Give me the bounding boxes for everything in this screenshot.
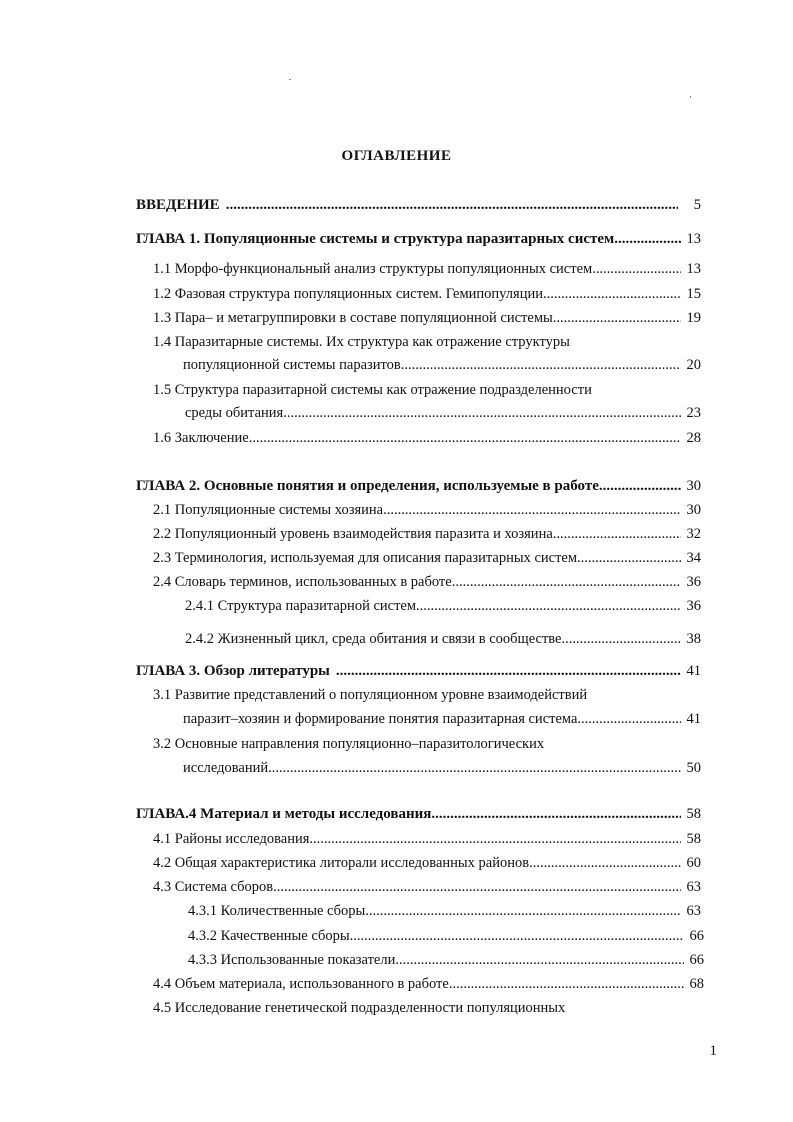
- leader-dots: [577, 548, 680, 568]
- toc-entry[interactable]: [153, 572, 701, 592]
- toc-entry[interactable]: [185, 403, 701, 423]
- toc-entry-text: 4.3.1 Количественные сборы: [188, 903, 366, 919]
- leader-dots: [553, 308, 681, 328]
- toc-entry[interactable]: [183, 758, 701, 778]
- toc-entry-text: 4.3.2 Качественные сборы: [188, 928, 350, 944]
- toc-entry[interactable]: [136, 661, 701, 681]
- toc-entry-page: 63: [686, 903, 701, 919]
- leader-dots: [553, 524, 681, 544]
- leader-dots: [416, 596, 680, 616]
- scan-speck: [690, 96, 691, 98]
- leader-dots: [249, 428, 681, 448]
- toc-entry[interactable]: [153, 259, 701, 279]
- leader-dots: [577, 709, 680, 729]
- toc-entry-page: 23: [686, 405, 701, 421]
- toc-entry[interactable]: [153, 332, 701, 352]
- toc-entry[interactable]: [188, 950, 704, 970]
- toc-entry-text: 2.2 Популяционный уровень взаимодействия паразита и хозяина: [153, 526, 553, 542]
- leader-dots: [592, 259, 680, 279]
- leader-dots: [452, 572, 681, 592]
- leader-dots: [543, 284, 681, 304]
- toc-entry[interactable]: [153, 380, 701, 400]
- toc-entry-page: 30: [686, 502, 701, 518]
- toc-entry-text: популяционной системы паразитов: [183, 357, 401, 373]
- leader-dots: [273, 877, 680, 897]
- leader-dots: [395, 950, 683, 970]
- toc-entry-page: 19: [686, 310, 701, 326]
- toc-entry[interactable]: [153, 877, 701, 897]
- toc-entry-page: 66: [689, 928, 704, 944]
- toc-entry-page: 58: [686, 806, 701, 822]
- toc-entry-page: 38: [686, 631, 701, 647]
- toc-entry-text: 1.3 Пара– и метагруппировки в составе популяционной системы: [153, 310, 553, 326]
- leader-dots: [226, 195, 678, 215]
- toc-entry-text: паразит–хозяин и формирование понятия паразитарная система: [183, 711, 578, 727]
- leader-dots: [309, 829, 680, 849]
- toc-entry-text: 3.2 Основные направления популяционно–паразитологических: [153, 736, 545, 752]
- toc-entry-text: исследований: [183, 760, 269, 776]
- toc-entry[interactable]: [153, 428, 701, 448]
- toc-entry-text: 1.1 Морфо-функциональный анализ структуры популяционных систем: [153, 261, 593, 277]
- toc-entry-page: 20: [686, 357, 701, 373]
- leader-dots: [562, 629, 681, 649]
- toc-entry[interactable]: [188, 926, 704, 946]
- toc-entry[interactable]: [153, 308, 701, 328]
- leader-dots: [599, 476, 681, 496]
- toc-entry[interactable]: [185, 596, 701, 616]
- toc-entry-text: 1.2 Фазовая структура популяционных систем. Гемипопуляции: [153, 286, 543, 302]
- toc-entry-text: среды обитания: [185, 405, 284, 421]
- toc-entry[interactable]: [183, 709, 701, 729]
- toc-entry-text: 4.5 Исследование генетической подразделенности популяционных: [153, 1000, 566, 1016]
- toc-entry-page: 50: [686, 760, 701, 776]
- toc-entry-page: 63: [686, 879, 701, 895]
- toc-entry[interactable]: [153, 734, 701, 754]
- leader-dots: [614, 229, 680, 249]
- toc-entry-text: 2.4.2 Жизненный цикл, среда обитания и связи в сообществе: [185, 631, 562, 647]
- toc-entry[interactable]: [153, 829, 701, 849]
- toc-entry-text: 2.4.1 Структура паразитарной систем: [185, 598, 417, 614]
- toc-entry-page: 58: [686, 831, 701, 847]
- toc-entry[interactable]: [153, 974, 704, 994]
- toc-entry-text: 1.5 Структура паразитарной системы как отражение подразделенности: [153, 382, 592, 398]
- leader-dots: [401, 355, 681, 375]
- toc-entry-text: ГЛАВА 3. Обзор литературы: [136, 663, 330, 679]
- toc-entry[interactable]: [153, 998, 701, 1018]
- toc-entry-text: ГЛАВА 1. Популяционные системы и структура паразитарных систем: [136, 231, 615, 247]
- toc-entry[interactable]: [153, 853, 701, 873]
- toc-entry[interactable]: [153, 548, 701, 568]
- toc-entry-page: 60: [686, 855, 701, 871]
- toc-entry-text: 4.2 Общая характеристика литорали исследованных районов: [153, 855, 530, 871]
- toc-entry[interactable]: [153, 524, 701, 544]
- toc-entry[interactable]: [136, 804, 701, 824]
- toc-entry[interactable]: [153, 685, 701, 705]
- toc-entry-page: 13: [686, 231, 701, 247]
- leader-dots: [431, 804, 680, 824]
- toc-entry-page: 36: [686, 598, 701, 614]
- toc-entry[interactable]: [153, 284, 701, 304]
- leader-dots: [350, 926, 684, 946]
- toc-entry[interactable]: [136, 476, 701, 496]
- toc-entry-page: 34: [686, 550, 701, 566]
- toc-entry-text: ВВЕДЕНИЕ: [136, 197, 220, 213]
- leader-dots: [268, 758, 680, 778]
- toc-entry-page: 41: [686, 663, 701, 679]
- leader-dots: [283, 403, 680, 423]
- toc-entry[interactable]: [153, 500, 701, 520]
- toc-entry-page: 5: [693, 197, 701, 213]
- scan-speck: [289, 79, 291, 80]
- toc-entry-text: 4.3 Система сборов: [153, 879, 274, 895]
- toc-entry-page: 41: [686, 711, 701, 727]
- toc-entry-text: 1.4 Паразитарные системы. Их структура как отражение структуры: [153, 334, 570, 350]
- toc-entry-text: ГЛАВА 2. Основные понятия и определения, используемые в работе: [136, 478, 599, 494]
- toc-entry-page: 68: [689, 976, 704, 992]
- page-number: 1: [709, 1043, 717, 1059]
- toc-entry-text: 2.4 Словарь терминов, использованных в работе: [153, 574, 452, 590]
- toc-entry[interactable]: [136, 229, 701, 249]
- leader-dots: [365, 901, 680, 921]
- toc-entry[interactable]: [136, 195, 701, 215]
- leader-dots: [336, 661, 681, 681]
- page-title: ОГЛАВЛЕНИЕ: [341, 148, 452, 164]
- toc-entry-text: ГЛАВА.4 Материал и методы исследования: [136, 806, 432, 822]
- leader-dots: [529, 853, 680, 873]
- toc-entry-text: 1.6 Заключение: [153, 430, 249, 446]
- leader-dots: [449, 974, 684, 994]
- toc-entry-page: 30: [686, 478, 701, 494]
- toc-entry-text: 4.1 Районы исследования: [153, 831, 310, 847]
- toc-entry-text: 4.3.3 Использованные показатели: [188, 952, 396, 968]
- toc-entry-page: 15: [686, 286, 701, 302]
- toc-entry-text: 4.4 Объем материала, использованного в работе: [153, 976, 449, 992]
- toc-entry-page: 66: [689, 952, 704, 968]
- toc-entry-page: 32: [686, 526, 701, 542]
- toc-entry-page: 13: [686, 261, 701, 277]
- toc-entry[interactable]: [183, 355, 701, 375]
- toc-entry-text: 3.1 Развитие представлений о популяционном уровне взаимодействий: [153, 687, 588, 703]
- toc-entry[interactable]: [185, 629, 701, 649]
- toc-entry-page: 28: [686, 430, 701, 446]
- toc-entry-text: 2.3 Терминология, используемая для описания паразитарных систем: [153, 550, 578, 566]
- toc-entry[interactable]: [188, 901, 701, 921]
- toc-entry-text: 2.1 Популяционные системы хозяина: [153, 502, 384, 518]
- toc-entry-page: 36: [686, 574, 701, 590]
- leader-dots: [383, 500, 680, 520]
